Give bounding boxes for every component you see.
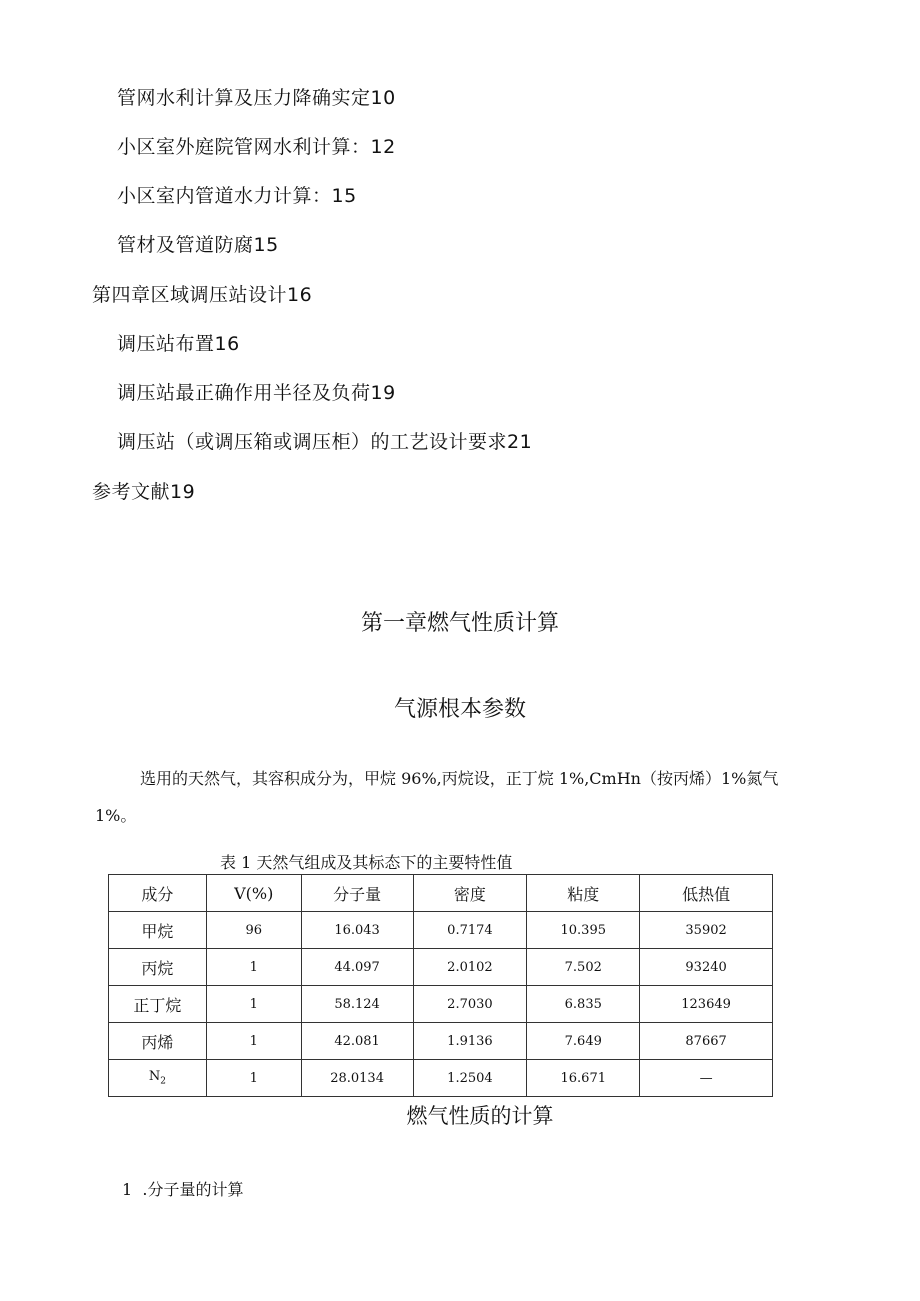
table-cell xyxy=(109,1060,207,1097)
table-cell: 1 xyxy=(206,1023,301,1060)
toc-entry-page: 21 xyxy=(507,431,533,453)
toc-entry-text: 调压站（或调压箱或调压柜）的工艺设计要求 xyxy=(117,431,508,453)
toc-entry-page: 15 xyxy=(253,234,279,256)
table-cell: 87667 xyxy=(640,1023,773,1060)
toc-entry-page: 12 xyxy=(370,136,396,158)
section-title: 气源根本参数 xyxy=(393,697,526,722)
table-cell: 1.9136 xyxy=(413,1023,527,1060)
table-cell: 16.043 xyxy=(301,912,413,949)
toc-entry-page: 16 xyxy=(214,333,240,355)
table-caption: 表 1 天然气组成及其标态下的主要特性值 xyxy=(220,853,513,872)
toc-entry-page: 16 xyxy=(287,284,313,306)
toc-entry[interactable] xyxy=(117,427,532,454)
toc-entry-page: 19 xyxy=(170,481,196,503)
column-header: 密度 xyxy=(413,875,527,912)
toc-entry-text: 第四章区域调压站设计 xyxy=(92,284,288,306)
table-cell: 7.502 xyxy=(527,949,640,986)
column-header: 分子量 xyxy=(301,875,413,912)
formula-n: N xyxy=(148,1069,161,1085)
table-cell: 1 xyxy=(206,1060,301,1097)
toc-entry[interactable] xyxy=(117,329,240,356)
toc-entry[interactable] xyxy=(117,230,279,257)
table-cell: 7.649 xyxy=(527,1023,640,1060)
table-cell: 丙烯 xyxy=(109,1023,207,1060)
toc-entry-text: 小区室外庭院管网水利计算： xyxy=(117,136,371,158)
table-cell: 42.081 xyxy=(301,1023,413,1060)
column-header: V(%) xyxy=(206,875,301,912)
toc-entry[interactable] xyxy=(117,83,396,110)
table-cell: 0.7174 xyxy=(413,912,527,949)
table-cell: 正丁烷 xyxy=(109,986,207,1023)
table-cell: 44.097 xyxy=(301,949,413,986)
table-cell: 2.7030 xyxy=(413,986,527,1023)
table-cell: 1.2504 xyxy=(413,1060,527,1097)
item-number: 1 xyxy=(122,1180,133,1199)
column-header: 成分 xyxy=(109,875,207,912)
table-cell: 16.671 xyxy=(527,1060,640,1097)
table-row xyxy=(109,1023,773,1060)
column-header: 粘度 xyxy=(527,875,640,912)
table-row xyxy=(109,949,773,986)
formula-subscript: 2 xyxy=(160,1076,166,1087)
toc-entry[interactable] xyxy=(92,477,195,504)
toc-entry-text: 管网水利计算及压力降确实定 xyxy=(117,87,371,109)
toc-entry-page: 15 xyxy=(331,185,357,207)
numbered-item xyxy=(122,1177,243,1200)
table-row xyxy=(109,912,773,949)
toc-entry-text: 参考文献 xyxy=(92,481,171,503)
table-cell: 6.835 xyxy=(527,986,640,1023)
table-cell: 123649 xyxy=(640,986,773,1023)
section2-title: 燃气性质的计算 xyxy=(406,1104,554,1128)
paragraph-line: 选用的天然气，其容积成分为，甲烷 96%,丙烷设，正丁烷 1%,CmHn（按丙烯）1%氮气 xyxy=(140,769,779,788)
table-cell: 96 xyxy=(206,912,301,949)
toc-entry-page: 10 xyxy=(370,87,396,109)
table-cell: 丙烷 xyxy=(109,949,207,986)
toc-entry[interactable] xyxy=(117,181,357,208)
table-cell: 35902 xyxy=(640,912,773,949)
toc-entry-text: 管材及管道防腐 xyxy=(117,234,254,256)
table-cell: 58.124 xyxy=(301,986,413,1023)
table-cell: 10.395 xyxy=(527,912,640,949)
toc-entry-page: 19 xyxy=(370,382,396,404)
paragraph-line: 1%。 xyxy=(95,806,137,825)
table-cell: 93240 xyxy=(640,949,773,986)
toc-entry-text: 调压站布置 xyxy=(117,333,215,355)
table-row xyxy=(109,986,773,1023)
toc-entry-text: 调压站最正确作用半径及负荷 xyxy=(117,382,371,404)
table-header-row xyxy=(109,875,773,912)
gas-properties-table xyxy=(108,874,773,1097)
table-row xyxy=(109,1060,773,1097)
chapter-title: 第一章燃气性质计算 xyxy=(360,611,559,636)
toc-entry[interactable] xyxy=(117,378,396,405)
table-cell: 28.0134 xyxy=(301,1060,413,1097)
table-cell: 1 xyxy=(206,949,301,986)
table-cell: 2.0102 xyxy=(413,949,527,986)
table-cell: 甲烷 xyxy=(109,912,207,949)
item-text: .分子量的计算 xyxy=(142,1180,244,1199)
toc-entry[interactable] xyxy=(92,280,312,307)
column-header: 低热值 xyxy=(640,875,773,912)
toc-entry[interactable] xyxy=(117,132,396,159)
toc-entry-text: 小区室内管道水力计算： xyxy=(117,185,332,207)
table-cell: 1 xyxy=(206,986,301,1023)
table-cell: — xyxy=(640,1060,773,1097)
